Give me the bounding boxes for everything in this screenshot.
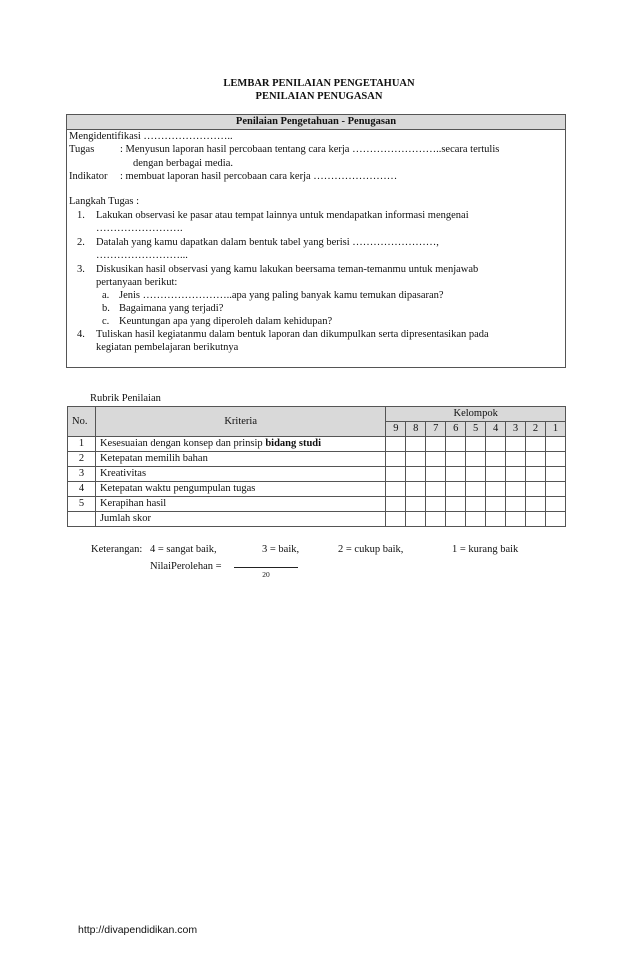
row-number: 2 bbox=[68, 452, 96, 467]
score-cell bbox=[526, 512, 546, 527]
score-cell bbox=[526, 482, 546, 497]
score-cell bbox=[526, 497, 546, 512]
document-title: LEMBAR PENILAIAN PENGETAHUAN bbox=[223, 78, 415, 89]
score-cell bbox=[545, 497, 565, 512]
score-cell bbox=[466, 482, 486, 497]
step-number: 1. bbox=[77, 210, 85, 221]
keterangan-score-2: 2 = cukup baik, bbox=[338, 544, 404, 555]
score-cell bbox=[426, 437, 446, 452]
step-text: Diskusikan hasil observasi yang kamu lakukan beersama teman-temanmu untuk menjawab bbox=[96, 264, 479, 275]
table-row bbox=[68, 452, 566, 467]
tugas-label: Tugas bbox=[69, 144, 95, 155]
score-cell bbox=[386, 437, 406, 452]
kelompok-number: 9 bbox=[386, 422, 406, 437]
subq-text: Keuntungan apa yang diperoleh dalam kehidupan? bbox=[119, 316, 333, 327]
task-box bbox=[66, 114, 566, 368]
identify-line: Mengidentifikasi …………………….. bbox=[69, 131, 233, 142]
score-cell bbox=[466, 437, 486, 452]
row-number: 1 bbox=[68, 437, 96, 452]
score-cell bbox=[466, 512, 486, 527]
score-cell bbox=[486, 437, 506, 452]
step-text: Datalah yang kamu dapatkan dalam bentuk tabel yang berisi ……………………, bbox=[96, 237, 439, 248]
score-cell bbox=[426, 482, 446, 497]
score-cell bbox=[466, 452, 486, 467]
score-cell bbox=[506, 512, 526, 527]
subq-text: Bagaimana yang terjadi? bbox=[119, 303, 224, 314]
score-cell bbox=[466, 467, 486, 482]
score-cell bbox=[386, 467, 406, 482]
table-row bbox=[68, 497, 566, 512]
score-cell bbox=[406, 437, 426, 452]
step-text-cont: pertanyaan berikut: bbox=[96, 277, 178, 288]
row-kriteria bbox=[95, 437, 385, 452]
score-cell bbox=[466, 497, 486, 512]
score-cell bbox=[506, 437, 526, 452]
kelompok-number: 6 bbox=[446, 422, 466, 437]
table-row bbox=[68, 437, 566, 452]
nilai-perolehan-label: NilaiPerolehan = bbox=[150, 561, 222, 572]
col-header-no: No. bbox=[68, 407, 96, 437]
step-text-cont: ……………………. bbox=[96, 223, 183, 234]
step-number: 2. bbox=[77, 237, 85, 248]
score-cell bbox=[506, 452, 526, 467]
kelompok-number: 2 bbox=[526, 422, 546, 437]
score-cell bbox=[545, 437, 565, 452]
score-cell bbox=[486, 467, 506, 482]
score-cell bbox=[506, 467, 526, 482]
table-header-row bbox=[68, 407, 566, 422]
score-cell bbox=[406, 452, 426, 467]
row-number: 5 bbox=[68, 497, 96, 512]
kelompok-number: 4 bbox=[486, 422, 506, 437]
kelompok-number: 7 bbox=[426, 422, 446, 437]
kriteria-bold-text: bidang studi bbox=[265, 438, 322, 449]
row-kriteria: Kerapihan hasil bbox=[95, 497, 385, 512]
row-kriteria: Ketepatan memilih bahan bbox=[95, 452, 385, 467]
score-cell bbox=[446, 497, 466, 512]
score-cell bbox=[386, 482, 406, 497]
score-cell bbox=[426, 497, 446, 512]
score-cell bbox=[446, 512, 466, 527]
score-cell bbox=[506, 497, 526, 512]
indikator-label: Indikator bbox=[69, 171, 108, 182]
col-header-kriteria: Kriteria bbox=[95, 407, 385, 437]
score-cell bbox=[406, 482, 426, 497]
step-number: 4. bbox=[77, 329, 85, 340]
score-cell bbox=[526, 437, 546, 452]
keterangan-score-3: 3 = baik, bbox=[262, 544, 300, 555]
score-cell bbox=[406, 467, 426, 482]
kelompok-number: 1 bbox=[545, 422, 565, 437]
col-header-kelompok: Kelompok bbox=[386, 407, 566, 422]
subq-letter: a. bbox=[102, 290, 110, 301]
score-cell bbox=[406, 512, 426, 527]
table-row-total bbox=[68, 512, 566, 527]
keterangan-score-4: 4 = sangat baik, bbox=[150, 544, 217, 555]
row-number: 3 bbox=[68, 467, 96, 482]
score-cell bbox=[545, 452, 565, 467]
fraction-denominator: 20 bbox=[262, 570, 270, 579]
score-cell bbox=[486, 452, 506, 467]
kriteria-text: Kesesuaian dengan konsep dan prinsip bbox=[99, 438, 266, 449]
score-cell bbox=[386, 452, 406, 467]
subq-letter: c. bbox=[102, 316, 110, 327]
score-cell bbox=[545, 512, 565, 527]
score-cell bbox=[545, 482, 565, 497]
kelompok-number: 8 bbox=[406, 422, 426, 437]
step-text-cont: ……………………... bbox=[96, 250, 188, 261]
subq-text: Jenis ……………………..apa yang paling banyak kamu temukan dipasaran? bbox=[119, 290, 444, 301]
tugas-text: : Menyusun laporan hasil percobaan tentang cara kerja ……………………..secara tertulis bbox=[120, 144, 500, 155]
kelompok-number: 5 bbox=[466, 422, 486, 437]
score-cell bbox=[426, 452, 446, 467]
score-cell bbox=[386, 497, 406, 512]
score-cell bbox=[486, 512, 506, 527]
score-cell bbox=[486, 497, 506, 512]
step-text: Tuliskan hasil kegiatanmu dalam bentuk laporan dan dikumpulkan serta dipresentasikan pada bbox=[96, 329, 489, 340]
score-cell bbox=[446, 452, 466, 467]
langkah-title: Langkah Tugas : bbox=[69, 196, 140, 207]
row-kriteria: Jumlah skor bbox=[95, 512, 385, 527]
step-text-cont: kegiatan pembelajaran berikutnya bbox=[96, 342, 239, 353]
step-number: 3. bbox=[77, 264, 85, 275]
score-cell bbox=[386, 512, 406, 527]
table-row bbox=[68, 467, 566, 482]
kelompok-number: 3 bbox=[506, 422, 526, 437]
row-number: 4 bbox=[68, 482, 96, 497]
score-cell bbox=[406, 497, 426, 512]
subq-letter: b. bbox=[102, 303, 110, 314]
keterangan-score-1: 1 = kurang baik bbox=[452, 544, 519, 555]
score-cell bbox=[526, 467, 546, 482]
score-cell bbox=[446, 437, 466, 452]
score-cell bbox=[506, 482, 526, 497]
score-cell bbox=[545, 467, 565, 482]
rubrik-table bbox=[67, 406, 566, 527]
keterangan-label: Keterangan: bbox=[91, 544, 143, 555]
document-subtitle: PENILAIAN PENUGASAN bbox=[255, 91, 383, 102]
table-row bbox=[68, 482, 566, 497]
score-cell bbox=[426, 512, 446, 527]
row-kriteria: Ketepatan waktu pengumpulan tugas bbox=[95, 482, 385, 497]
score-cell bbox=[426, 467, 446, 482]
indikator-text: : membuat laporan hasil percobaan cara kerja …………………… bbox=[120, 171, 398, 182]
score-cell bbox=[446, 482, 466, 497]
tugas-text-cont: dengan berbagai media. bbox=[133, 158, 233, 169]
rubrik-title: Rubrik Penilaian bbox=[90, 393, 161, 404]
row-number bbox=[68, 512, 96, 527]
score-cell bbox=[526, 452, 546, 467]
row-kriteria: Kreativitas bbox=[95, 467, 385, 482]
footer-url: http://divapendidikan.com bbox=[78, 924, 198, 936]
score-cell bbox=[446, 467, 466, 482]
fraction-line bbox=[234, 567, 298, 568]
task-box-heading: Penilaian Pengetahuan - Penugasan bbox=[67, 115, 565, 130]
score-cell bbox=[486, 482, 506, 497]
step-text: Lakukan observasi ke pasar atau tempat lainnya untuk mendapatkan informasi mengenai bbox=[96, 210, 469, 221]
